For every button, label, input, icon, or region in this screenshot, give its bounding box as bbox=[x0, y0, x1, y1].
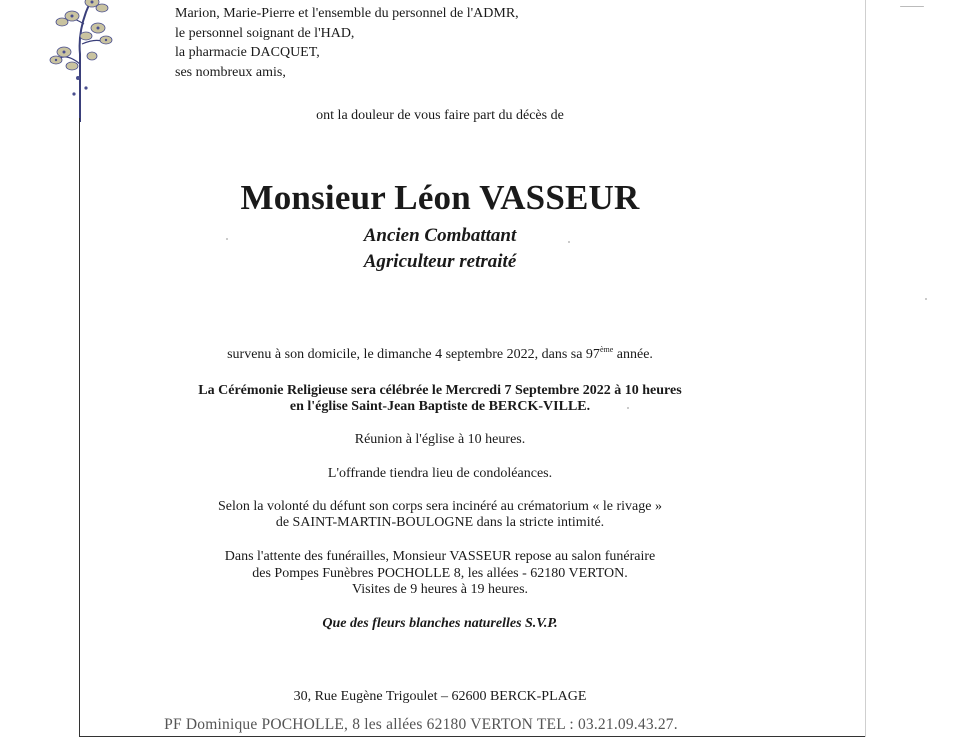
frame-right-edge bbox=[865, 0, 866, 737]
deceased-name: Monsieur Léon VASSEUR bbox=[240, 178, 640, 217]
flower-illustration bbox=[42, 0, 122, 122]
death-notice bbox=[47, 347, 833, 363]
death-text: survenu à son domicile, le dimanche 4 septembre 2022, dans sa 97 bbox=[227, 347, 600, 362]
death-text-end: année. bbox=[613, 347, 653, 362]
funeral-home-line-1: Dans l'attente des funérailles, Monsieur VASSEUR repose au salon funéraire bbox=[224, 549, 656, 564]
announcement-text: ont la douleur de vous faire part du décès de bbox=[316, 108, 564, 123]
deceased-title-1: Ancien Combattant bbox=[363, 225, 517, 246]
mourners-list bbox=[175, 0, 519, 82]
ceremony-line-2: en l'église Saint-Jean Baptiste de BERCK-VILLE. bbox=[289, 399, 591, 414]
scan-speck bbox=[568, 241, 570, 243]
address-text: 30, Rue Eugène Trigoulet – 62600 BERCK-PLAGE bbox=[293, 689, 587, 704]
frame-bottom-border bbox=[79, 736, 866, 737]
scan-speck bbox=[226, 238, 228, 240]
offering-text: L'offrande tiendra lieu de condoléances. bbox=[327, 466, 553, 481]
mourner-line: le personnel soignant de l'HAD, bbox=[175, 25, 355, 41]
mourner-line: la pharmacie DACQUET, bbox=[175, 45, 320, 60]
deceased-title-2: Agriculteur retraité bbox=[363, 251, 517, 272]
cremation-line-1: Selon la volonté du défunt son corps sera incinéré au crématorium « le rivage » bbox=[218, 499, 662, 514]
mourner-line: ses nombreux amis, bbox=[175, 64, 286, 80]
scan-speck bbox=[627, 407, 629, 409]
scan-speck bbox=[900, 6, 924, 7]
funeral-director-footer: PF Dominique POCHOLLE, 8 les allées 62180 VERTON TEL : 03.21.09.43.27. bbox=[164, 716, 678, 733]
reunion-text: Réunion à l'église à 10 heures. bbox=[354, 432, 526, 447]
scan-speck bbox=[925, 298, 927, 300]
cremation-line-2: de SAINT-MARTIN-BOULOGNE dans la stricte intimité. bbox=[275, 515, 605, 530]
mourner-line: Marion, Marie-Pierre et l'ensemble du personnel de l'ADMR, bbox=[175, 6, 519, 21]
ordinal-suffix: ème bbox=[599, 345, 614, 354]
ceremony-line-1: La Cérémonie Religieuse sera célébrée le Mercredi 7 Septembre 2022 à 10 heures bbox=[198, 383, 682, 398]
funeral-home-line-3: Visites de 9 heures à 19 heures. bbox=[351, 582, 529, 597]
flowers-note: Que des fleurs blanches naturelles S.V.P. bbox=[322, 616, 558, 631]
funeral-home-line-2: des Pompes Funèbres POCHOLLE 8, les allées - 62180 VERTON. bbox=[252, 566, 628, 581]
